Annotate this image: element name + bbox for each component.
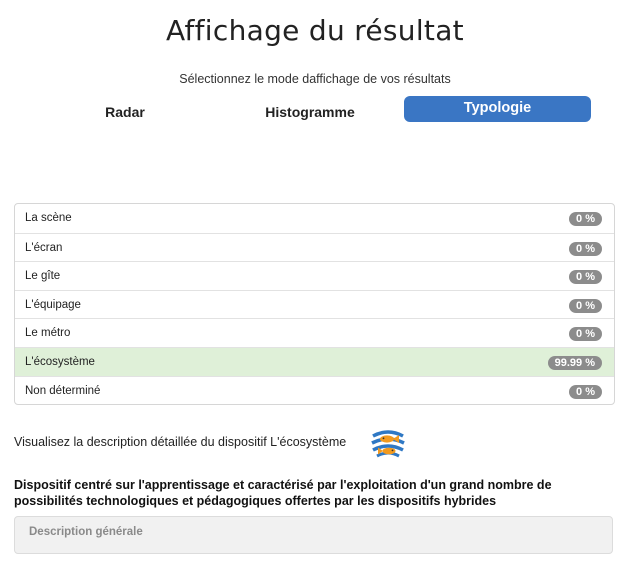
result-label: Non déterminé <box>25 384 101 397</box>
general-description-panel[interactable] <box>14 516 613 554</box>
typologie-mode-button[interactable]: Typologie <box>404 96 591 122</box>
result-row-non-determine <box>15 376 614 405</box>
device-summary: Dispositif centré sur l'apprentissage et caractérisé par l'exploitation d'un grand nombre de possibilités technologiques et pédagogiques offertes par les dispositifs hybrides <box>14 478 552 508</box>
result-percentage-badge: 0 % <box>569 327 602 341</box>
result-row-l-ecosysteme <box>15 347 614 376</box>
result-row-la-scene <box>15 204 614 233</box>
result-row-le-metro <box>15 318 614 347</box>
result-label: L'équipage <box>25 298 81 311</box>
result-percentage-badge: 0 % <box>569 212 602 226</box>
result-percentage-badge: 99.99 % <box>548 356 602 370</box>
result-row-le-gite <box>15 261 614 290</box>
result-label: L'écran <box>25 241 63 254</box>
display-mode-instructions: Sélectionnez le mode daffichage de vos résultats <box>179 72 451 86</box>
result-percentage-badge: 0 % <box>569 385 602 399</box>
result-percentage-badge: 0 % <box>569 270 602 284</box>
radar-mode-button[interactable]: Radar <box>105 104 145 120</box>
fish-ecosystem-icon[interactable] <box>369 424 407 462</box>
display-mode-selector <box>0 96 630 122</box>
result-percentage-badge: 0 % <box>569 242 602 256</box>
detail-description-prompt: Visualisez la description détaillée du dispositif L'écosystème <box>14 435 347 449</box>
general-description-heading: Description générale <box>29 526 143 538</box>
page-title: Affichage du résultat <box>166 14 464 47</box>
result-row-l-ecran <box>15 233 614 262</box>
result-label: L'écosystème <box>25 355 95 368</box>
result-label: Le gîte <box>25 270 61 283</box>
histogramme-mode-button[interactable]: Histogramme <box>265 104 355 120</box>
result-row-l-equipage <box>15 290 614 319</box>
result-label: Le métro <box>25 327 71 340</box>
result-label: La scène <box>25 212 72 224</box>
result-percentage-badge: 0 % <box>569 299 602 313</box>
typology-results-list <box>14 203 615 405</box>
